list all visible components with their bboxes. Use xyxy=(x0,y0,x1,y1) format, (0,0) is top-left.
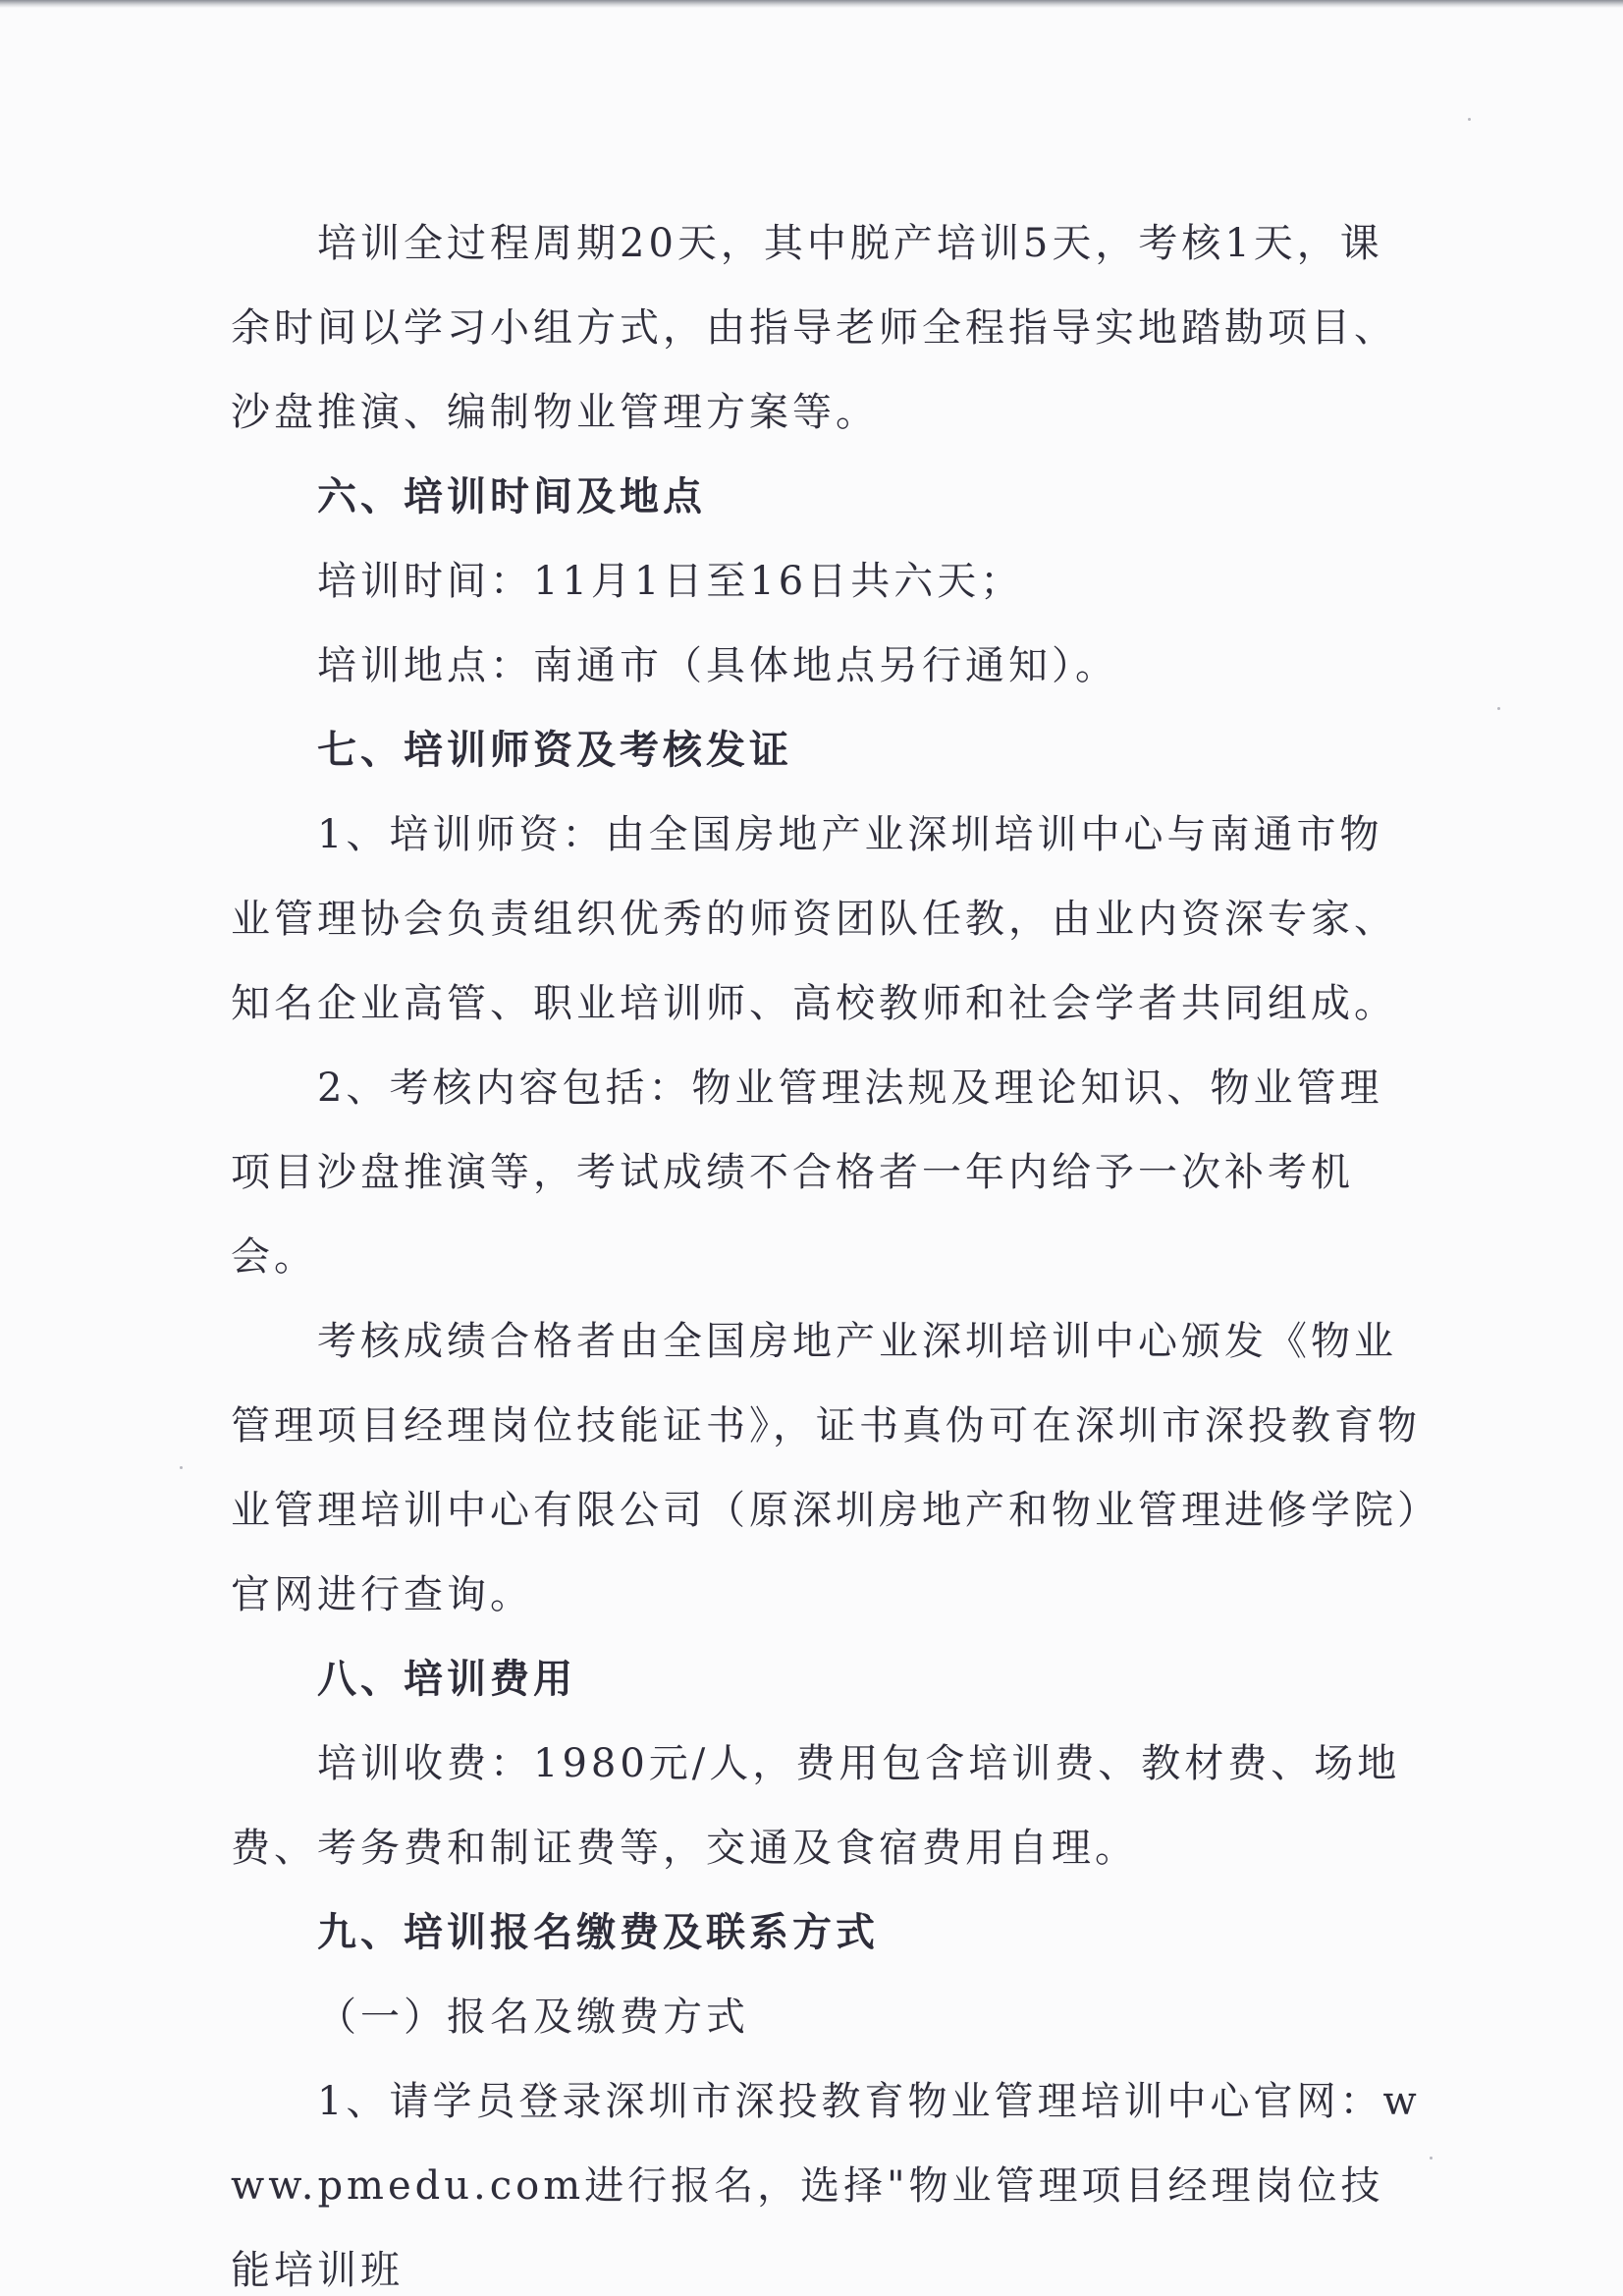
paragraph-fee: 培训收费：1980元/人，费用包含培训费、教材费、场地费、考务费和制证费等，交通及食宿费用自理。 xyxy=(231,1741,1401,1871)
training-time: 培训时间：11月1日至16日共六天； xyxy=(317,559,1024,604)
scan-speck xyxy=(180,1466,183,1469)
scan-speck xyxy=(1430,2157,1433,2159)
heading-training-fee: 八、培训费用 xyxy=(317,1657,576,1702)
scan-speck xyxy=(1497,707,1500,710)
paragraph-registration-step-1: 1、请学员登录深圳市深投教育物业管理培训中心官网：www.pmedu.com进行报名，选择"物业管理项目经理岗位技能培训班 xyxy=(231,2079,1421,2293)
scan-speck xyxy=(1468,118,1471,121)
document-body xyxy=(231,201,1424,2296)
paragraph-training-cycle: 培训全过程周期20天，其中脱产培训5天，考核1天，课余时间以学习小组方式，由指导老师全程指导实地踏勘项目、沙盘推演、编制物业管理方案等。 xyxy=(231,221,1397,435)
training-place: 培训地点：南通市（具体地点另行通知）。 xyxy=(317,643,1118,688)
subheading-registration-method: （一）报名及缴费方式 xyxy=(317,1995,749,2040)
paragraph-assessment-content: 2、考核内容包括：物业管理法规及理论知识、物业管理项目沙盘推演等，考试成绩不合格者一年内给予一次补考机会。 xyxy=(231,1066,1383,1280)
heading-teachers-and-certification: 七、培训师资及考核发证 xyxy=(317,728,792,773)
paragraph-teachers: 1、培训师资：由全国房地产业深圳培训中心与南通市物业管理协会负责组织优秀的师资团队任教，由业内资深专家、知名企业高管、职业培训师、高校教师和社会学者共同组成。 xyxy=(231,812,1397,1026)
heading-registration: 九、培训报名缴费及联系方式 xyxy=(317,1910,879,1955)
scan-top-edge xyxy=(0,0,1623,8)
paragraph-certificate: 考核成绩合格者由全国房地产业深圳培训中心颁发《物业管理项目经理岗位技能证书》，证书真伪可在深圳市深投教育物业管理培训中心有限公司（原深圳房地产和物业管理进修学院）官网进行查询。 xyxy=(231,1319,1421,1617)
heading-time-and-place: 六、培训时间及地点 xyxy=(317,474,706,519)
